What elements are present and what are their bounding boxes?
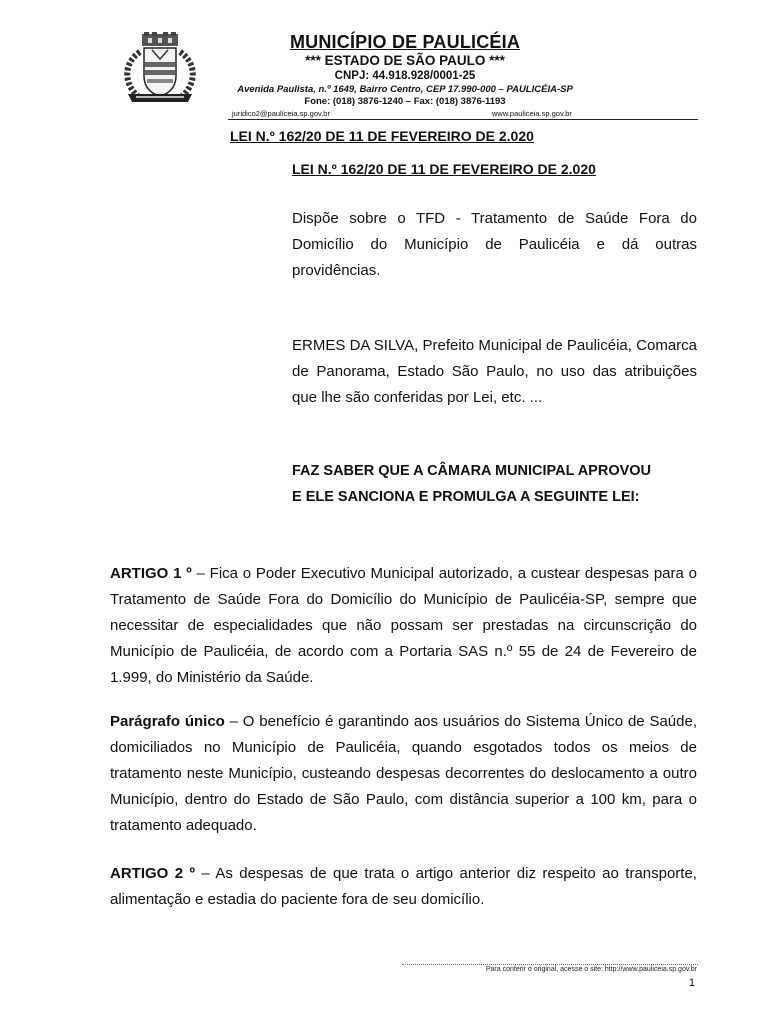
verification-note: Para conferir o original, acesse o site: http://www.pauliceia.sp.gov.br: [485, 966, 697, 973]
article-2-text: – As despesas de que trata o artigo anterior diz respeito ao transporte, alimentação e estadia do paciente fora de seu domicílio.: [110, 865, 697, 908]
header-divider: [228, 119, 698, 120]
law-heading: LEI N.º 162/20 DE 11 DE FEVEREIRO DE 2.020: [230, 128, 534, 144]
law-summary: Dispõe sobre o TFD - Tratamento de Saúde Fora do Domicílio do Município de Paulicéia e dá outras providências.: [292, 210, 697, 279]
sole-paragraph: [110, 709, 697, 839]
enactment-line-1: FAZ SABER QUE A CÂMARA MUNICIPAL APROVOU: [292, 463, 652, 479]
article-1-text: – Fica o Poder Executivo Municipal autorizado, a custear despesas para o Tratamento de Saúde Fora do Domicílio do Município de Paulicéia-SP, sempre que necessitar de especialidades que não possam ser prestadas na circunscrição do Município de Paulicéia, de acordo com a Portaria SAS n.º 55 de 24 de Fevereiro de 1.999, do Ministério da Saúde.: [110, 565, 697, 686]
sole-paragraph-label: Parágrafo único: [110, 713, 225, 730]
enactment-line-2: E ELE SANCIONA E PROMULGA A SEGUINTE LEI:: [292, 489, 640, 505]
page-number: 1: [688, 977, 695, 989]
law-title: LEI N.º 162/20 DE 11 DE FEVEREIRO DE 2.020: [292, 161, 596, 177]
article-2: [110, 861, 697, 913]
article-1: [110, 561, 697, 691]
article-2-label: ARTIGO 2 º: [110, 865, 195, 882]
coat-of-arms-icon: [118, 32, 202, 106]
address-line: Avenida Paulista, n.º 1649, Bairro Centro, CEP 17.990-000 – PAULICÉIA-SP: [237, 84, 573, 95]
email-link[interactable]: juridico2@paulíceia.sp.gov.br: [232, 109, 330, 118]
article-1-label: ARTIGO 1 º: [110, 565, 192, 582]
phone-fax-line: Fone: (018) 3876-1240 – Fax: (018) 3876-1193: [304, 96, 506, 107]
footer-divider: [402, 964, 698, 965]
state-subtitle: *** ESTADO DE SÃO PAULO ***: [305, 53, 505, 68]
website-link[interactable]: www.pauliceia.sp.gov.br: [492, 109, 572, 118]
enactment-clause: [292, 458, 697, 510]
law-preamble: ERMES DA SILVA, Prefeito Municipal de Paulicéia, Comarca de Panorama, Estado São Paulo, no uso das atribuições que lhe são conferidas por Lei, etc. ...: [292, 337, 697, 406]
cnpj-line: CNPJ: 44.918.928/0001-25: [334, 70, 476, 82]
sole-paragraph-text: – O benefício é garantindo aos usuários do Sistema Único de Saúde, domiciliados no Município de Paulicéia, quando esgotados todos os meios de tratamento neste Município, custeando despesas decorrentes do deslocamento a outro Município, dentro do Estado de São Paulo, com distância superior a 100 km, para o tratamento adequado.: [110, 713, 697, 834]
municipality-title: MUNICÍPIO DE PAULICÉIA: [289, 32, 521, 52]
